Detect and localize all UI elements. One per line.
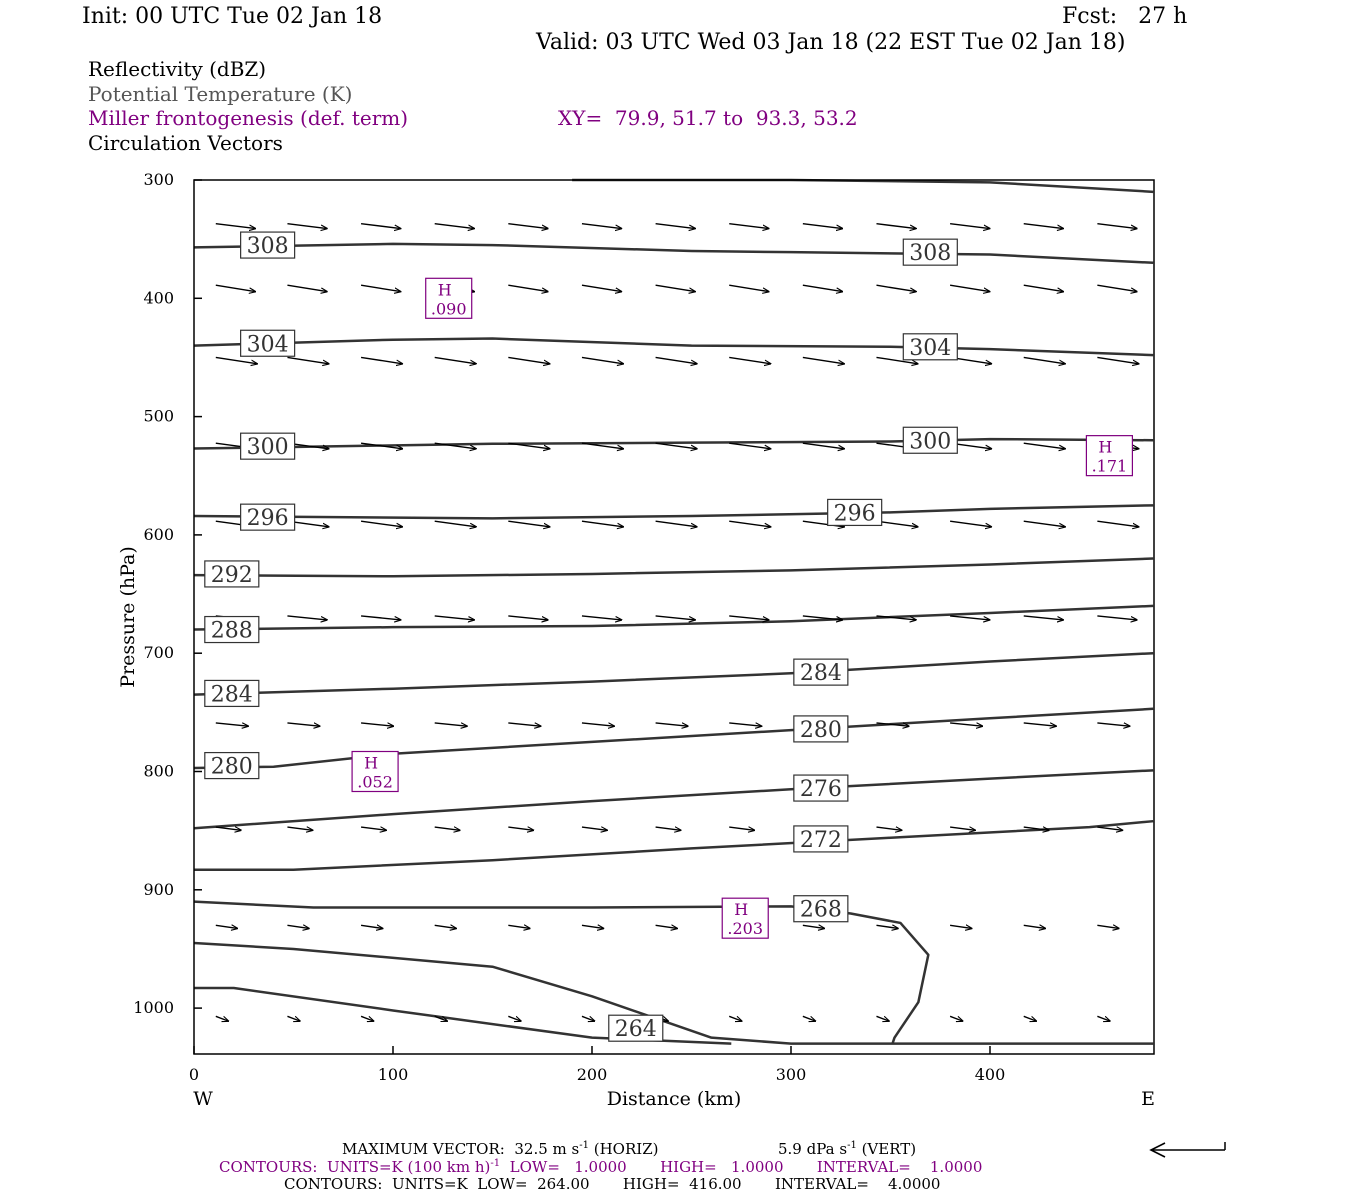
contour-labels-layer [205,232,957,1042]
circulation-vector [803,443,844,449]
x-tick-label: 100 [377,1065,409,1084]
x-tick-label: 0 [188,1065,200,1084]
circulation-vector [361,285,401,291]
isentrope-276 [194,770,1153,828]
circulation-vector [950,723,982,726]
circulation-vector [803,1016,816,1021]
circulation-vector [361,224,401,229]
circulation-vector [216,723,248,726]
circulation-vector [729,723,761,726]
circulation-vector [287,827,312,830]
x-axis-title: Distance (km) [606,1088,742,1110]
isentrope-top [572,180,1153,192]
circulation-vector [1024,616,1064,620]
circulation-vector [287,224,327,229]
circulation-vector [729,285,769,291]
max-value: .090 [430,299,467,319]
circulation-vector [1097,521,1138,527]
svg-text:284: 284 [210,682,253,708]
max-value: .171 [1091,456,1128,476]
isentrope-label-288 [205,617,259,644]
circulation-vector [361,616,401,620]
circulation-vector [435,521,476,527]
circulation-vector [656,285,696,291]
circulation-vector [582,1016,595,1021]
isentrope-label-296 [241,504,295,531]
circulation-vector [729,357,770,363]
circulation-vector [1097,723,1129,726]
svg-text:288: 288 [210,618,253,644]
isentrope-284 [194,653,1153,694]
max-value: .052 [357,772,393,792]
circulation-vector [1097,827,1122,830]
isentrope-label-304 [903,334,957,361]
max-vector-horizontal: MAXIMUM VECTOR: 32.5 m $s^{-1}$ (HORIZ) [342,1140,659,1158]
isentrope-label-264 [609,1015,663,1042]
isentrope-label-304 [241,330,295,357]
circulation-vector [361,357,402,363]
circulation-vector [361,1016,374,1021]
circulation-vector [582,521,623,527]
circulation-vector [361,827,386,830]
svg-text:276: 276 [799,777,842,803]
circulation-vector [656,521,697,527]
x-tick-label: 200 [576,1065,608,1084]
isentrope-label-280 [205,753,259,780]
frontogenesis-max [352,752,398,792]
circulation-vector [803,224,843,229]
svg-text:296: 296 [833,501,876,527]
circulation-vector [729,521,770,527]
svg-text:300: 300 [909,429,952,455]
circulation-vector [950,521,991,527]
circulation-vector [803,357,844,363]
circulation-vector [729,1016,742,1021]
isentrope-label-272 [794,826,848,853]
init-label: Init: 00 UTC Tue 02 Jan 18 [82,4,383,29]
svg-text:304: 304 [246,332,289,358]
isentrope-label-284 [205,680,259,707]
y-tick-label: 300 [143,170,174,189]
frontogenesis-maxima-layer [352,278,1132,938]
circulation-vector [1024,521,1065,527]
circulation-vector [1097,285,1137,291]
isentrope-292 [194,559,1153,577]
circulation-vector [803,285,843,291]
circulation-vector [287,616,327,620]
max-label: H [437,280,452,300]
circulation-vector [1024,925,1046,928]
circulation-vector [216,925,238,928]
svg-text:268: 268 [799,897,842,923]
svg-text:296: 296 [246,506,289,532]
isentrope-label-308 [903,239,957,266]
circulation-vector [361,925,383,928]
circulation-vector [435,357,476,363]
circulation-vector [508,616,548,620]
svg-text:284: 284 [799,661,842,687]
svg-text:280: 280 [799,717,842,743]
circulation-vector [876,521,917,527]
y-tick-label: 900 [143,879,174,899]
frontogenesis-max [426,278,472,318]
circulation-vector [216,357,257,363]
circulation-vector [582,224,622,229]
circulation-vector [582,925,604,928]
y-axis-title: Pressure (hPa) [117,546,139,688]
circulation-vector [508,357,549,363]
circulation-vector [508,723,540,726]
isentrope-300 [194,439,1153,448]
circulation-vector [508,925,530,928]
circulation-vector [1024,285,1064,291]
circulation-vector [508,521,549,527]
circulation-vector [1024,723,1056,726]
svg-text:304: 304 [909,335,952,361]
isentrope-272 [194,821,1153,870]
y-tick-label: 600 [143,524,174,544]
circulation-vector [1097,224,1137,229]
y-tick-label: 500 [143,406,174,426]
circulation-vector [950,925,972,928]
y-tick-label: 800 [143,761,174,781]
circulation-vector [1097,925,1119,928]
circulation-vector [656,616,696,620]
circulation-vector [582,827,607,830]
circulation-vector [582,357,623,363]
circulation-vector [435,925,457,928]
circulation-vector [361,521,402,527]
isentrope-label-276 [794,775,848,802]
isentropes-layer [194,180,1153,1044]
svg-text:292: 292 [210,562,253,588]
legend-reflectivity: Reflectivity (dBZ) [88,57,267,81]
isentrope-label-292 [205,561,259,588]
svg-text:280: 280 [210,754,253,780]
x-left-end-label: W [193,1088,213,1110]
isentrope-label-300 [903,427,957,454]
legend-vectors: Circulation Vectors [88,131,283,155]
circulation-vector [435,827,460,830]
circulation-vector [508,827,533,830]
circulation-vector [876,285,916,291]
circulation-vector [729,224,769,229]
svg-text:308: 308 [909,241,952,267]
circulation-vector [950,1016,963,1021]
vectors-layer [216,224,1139,1021]
circulation-vector [508,1016,521,1021]
circulation-vector [876,827,901,830]
circulation-vector [582,723,614,726]
circulation-vector [216,285,256,291]
circulation-vector [287,1016,300,1021]
circulation-vector [803,925,825,928]
isentrope-308 [194,244,1153,263]
circulation-vector [656,443,697,449]
circulation-vector [729,827,754,830]
isentrope-304 [194,339,1153,356]
circulation-vector [729,443,770,449]
valid-time-label: Valid: 03 UTC Wed 03 Jan 18 (22 EST Tue 02 Jan 18) [536,30,1126,55]
circulation-vector [508,224,548,229]
circulation-vector [950,616,990,620]
svg-text:300: 300 [246,435,289,461]
isentrope-268 [194,902,928,1044]
frontogenesis-max [722,898,768,938]
circulation-vector [1024,357,1065,363]
circulation-vector [1097,616,1137,620]
y-tick-label: 700 [143,643,174,663]
circulation-vector [435,224,475,229]
max-vector-vertical: 5.9 dPa $s^{-1}$ (VERT) [778,1140,917,1158]
circulation-vector [361,723,393,726]
circulation-vector [216,224,256,229]
legend-theta: Potential Temperature (K) [88,82,353,106]
isentrope-label-280 [794,716,848,743]
circulation-vector [287,723,319,726]
circulation-vector [950,285,990,291]
forecast-hour-label: Fcst: 27 h [1062,4,1188,29]
reference-vector [1151,1142,1225,1157]
plot-frame [194,180,1154,1054]
isentrope-280 [194,709,1153,768]
circulation-vector [950,224,990,229]
x-tick-label: 400 [974,1065,1006,1084]
max-label: H [1098,437,1113,457]
y-tick-label: 400 [143,288,174,308]
circulation-vector [287,357,328,363]
max-value: .203 [727,919,764,939]
circulation-vector [1097,1016,1110,1021]
circulation-vector [1024,443,1065,449]
isentrope-266 [194,943,1153,1044]
circulation-vector [216,1016,229,1021]
circulation-vector [582,285,622,291]
theta-contour-info: CONTOURS: UNITS=K LOW= 264.00 HIGH= 416.00 INTERVAL= 4.0000 [284,1175,941,1193]
circulation-vector [950,827,975,830]
isentrope-296 [194,505,1153,518]
max-label: H [364,753,379,773]
x-right-end-label: E [1141,1088,1155,1110]
circulation-vector [1097,357,1138,363]
isentrope-label-308 [241,232,295,259]
y-tick-label: 1000 [133,998,174,1018]
isentrope-label-300 [241,433,295,460]
circulation-vector [876,925,898,928]
circulation-vector [729,616,769,620]
max-label: H [734,900,749,920]
svg-text:308: 308 [246,234,289,260]
frontogenesis-contour-info: CONTOURS: UNITS=K (100 km h)$^{-1}$ LOW= 1.0000 HIGH= 1.0000 INTERVAL= 1.0000 [219,1158,983,1176]
circulation-vector [508,285,548,291]
circulation-vector [582,616,622,620]
circulation-vector [656,723,688,726]
circulation-vector [435,723,467,726]
circulation-vector [1024,224,1064,229]
circulation-vector [656,827,681,830]
x-tick-label: 300 [775,1065,807,1084]
isentrope-label-296 [828,499,882,526]
svg-text:264: 264 [614,1017,657,1043]
isentrope-label-268 [794,896,848,923]
circulation-vector [216,827,241,830]
circulation-vector [656,357,697,363]
cross-section-endpoints: XY= 79.9, 51.7 to 93.3, 53.2 [558,106,858,130]
isentrope-label-284 [794,659,848,686]
circulation-vector [876,224,916,229]
circulation-vector [287,285,327,291]
frontogenesis-max [1086,436,1132,476]
svg-text:272: 272 [799,827,842,853]
legend-miller: Miller frontogenesis (def. term) [88,106,409,130]
circulation-vector [1024,1016,1037,1021]
circulation-vector [656,925,678,928]
circulation-vector [656,224,696,229]
circulation-vector [435,616,475,620]
circulation-vector [287,925,309,928]
circulation-vector [876,1016,889,1021]
